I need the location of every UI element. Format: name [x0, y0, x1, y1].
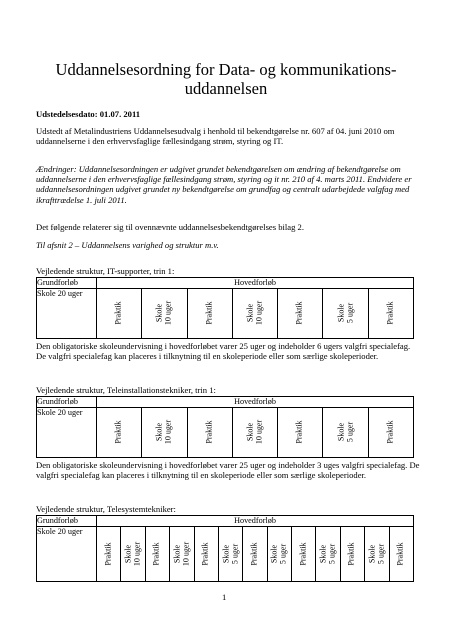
school-20-weeks: Skole 20 uger — [37, 526, 97, 581]
document-title: Uddannelsesordning for Data- og kommunikations-uddannelsen — [55, 60, 397, 98]
grundforlob-header: Grundforløb — [37, 278, 97, 289]
relates-paragraph: Det følgende relaterer sig til ovennævnte uddannelsesbekendtgørelses bilag 2. — [36, 222, 304, 232]
period-cell: Praktik — [278, 407, 323, 457]
period-cell: Skole 10 uger — [142, 288, 187, 338]
structure-table — [36, 515, 414, 582]
period-cell: Praktik — [194, 526, 218, 581]
period-cell: Praktik — [243, 526, 267, 581]
structure-note: Den obligatoriske skoleundervisning i hovedforløbet varer 25 uger og indeholder 6 ugers valgfri specialefag. De valgfri specialefag kan placeres i tilknytning til en skoleperiode eller som særlige skoleperioder. — [36, 341, 411, 362]
period-cell: Skole 5 uger — [323, 288, 368, 338]
period-cell: Skole 5 uger — [323, 407, 368, 457]
period-cell: Praktik — [187, 407, 232, 457]
period-cell: Praktik — [292, 526, 316, 581]
period-cell: Praktik — [368, 288, 413, 338]
issue-date: Udstedelsesdato: 01.07. 2011 — [36, 109, 141, 119]
changes-paragraph: Ændringer: Uddannelsesordningen er udgivet grundet bekendtgørelsen om ændring af bekendtgørelse om uddannelserne i den erhvervsfaglige fællesindgang strøm, styring og it nr. 210 af 4. marts 2011. Endvidere er uddannelsesordningen udgivet grundet ny bekendtgørelse om grundfag og centralt udarbejdede valgfag med ikrafttrædelse 1. juli 2011. — [36, 164, 412, 205]
structure-table — [36, 396, 414, 458]
structure-caption: Vejledende struktur, IT-supporter, trin 1: — [36, 266, 175, 276]
intro-paragraph: Udstedt af Metalindustriens Uddannelsesudvalg i henhold til bekendtgørelse nr. 607 af 04. juni 2010 om uddannelserne i den erhvervsfaglige fællesindgang strøm, styring og IT. — [36, 126, 395, 147]
period-cell: Praktik — [389, 526, 414, 581]
period-cell: Praktik — [368, 407, 413, 457]
period-cell: Praktik — [97, 526, 121, 581]
period-cell: Praktik — [145, 526, 169, 581]
period-cell: Skole 10 uger — [170, 526, 194, 581]
hovedforlob-header: Hovedforløb — [97, 397, 414, 408]
school-20-weeks: Skole 20 uger — [37, 288, 97, 338]
period-cell: Praktik — [187, 288, 232, 338]
period-cell: Praktik — [97, 407, 142, 457]
period-cell: Praktik — [97, 288, 142, 338]
period-cell: Praktik — [340, 526, 364, 581]
section-heading: Til afsnit 2 – Uddannelsens varighed og struktur m.v. — [36, 240, 219, 250]
grundforlob-header: Grundforløb — [37, 516, 97, 527]
structure-table — [36, 277, 414, 339]
structure-note: Den obligatoriske skoleundervisning i hovedforløbet varer 25 uger og indeholder 3 uges valgfri specialefag. De valgfri specialefag kan placeres i tilknytning til en skoleperiode eller som særlige skoleperioder. — [36, 460, 420, 481]
period-cell: Skole 10 uger — [121, 526, 145, 581]
period-cell: Skole 10 uger — [232, 407, 277, 457]
page-number: 1 — [222, 592, 227, 602]
period-cell: Skole 5 uger — [365, 526, 389, 581]
grundforlob-header: Grundforløb — [37, 397, 97, 408]
school-20-weeks: Skole 20 uger — [37, 407, 97, 457]
hovedforlob-header: Hovedforløb — [97, 278, 414, 289]
structure-caption: Vejledende struktur, Telesystemtekniker: — [36, 504, 176, 514]
period-cell: Skole 5 uger — [316, 526, 340, 581]
structure-caption: Vejledende struktur, Teleinstallationstekniker, trin 1: — [36, 385, 216, 395]
period-cell: Skole 10 uger — [142, 407, 187, 457]
period-cell: Praktik — [278, 288, 323, 338]
period-cell: Skole 10 uger — [232, 288, 277, 338]
period-cell: Skole 5 uger — [267, 526, 291, 581]
period-cell: Skole 5 uger — [218, 526, 242, 581]
hovedforlob-header: Hovedforløb — [97, 516, 414, 527]
